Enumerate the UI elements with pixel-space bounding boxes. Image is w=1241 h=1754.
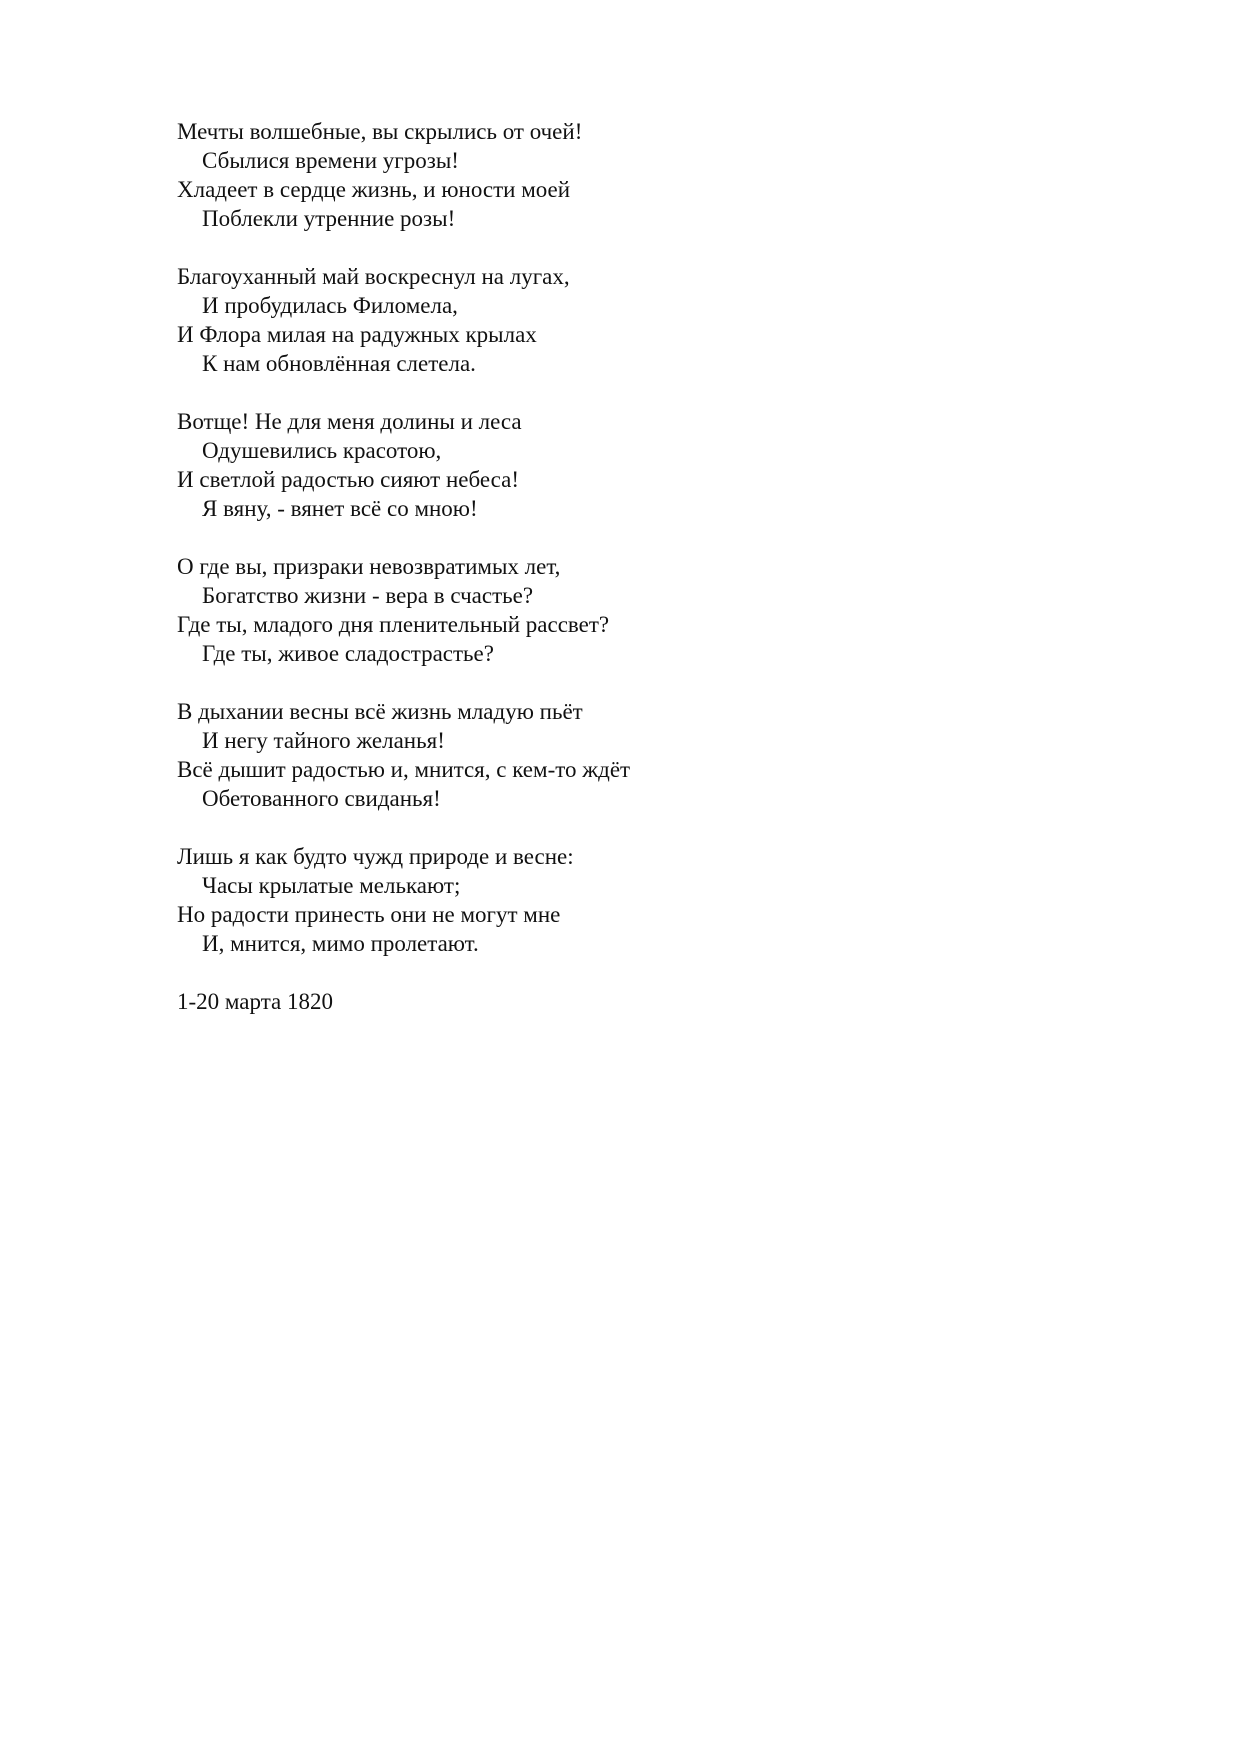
stanza-4	[177, 552, 1077, 668]
stanza-1	[177, 117, 1077, 233]
poem-line: Богатство жизни - вера в счастье?	[202, 583, 534, 608]
poem-line: И негу тайного желанья!	[202, 728, 445, 753]
poem-line: Хладеет в сердце жизнь, и юности моей	[177, 177, 571, 202]
poem-line: И светлой радостью сияют небеса!	[177, 467, 520, 492]
stanza-6	[177, 842, 1077, 958]
stanza-3	[177, 407, 1077, 523]
stanza-2	[177, 262, 1077, 378]
poem-body	[177, 117, 1077, 1016]
poem-line: Часы крылатые мелькают;	[202, 873, 461, 898]
poem-line: Где ты, живое сладострастье?	[202, 641, 494, 666]
poem-line: Где ты, младого дня пленительный рассвет?	[177, 612, 610, 637]
poem-line: Вотще! Не для меня долины и леса	[177, 409, 522, 434]
poem-date: 1-20 марта 1820	[177, 989, 334, 1014]
poem-line: О где вы, призраки невозвратимых лет,	[177, 554, 561, 579]
poem-line: Обетованного свиданья!	[202, 786, 441, 811]
poem-line: Я вяну, - вянет всё со мною!	[202, 496, 478, 521]
poem-line: Поблекли утренние розы!	[202, 206, 456, 231]
poem-line: И, мнится, мимо пролетают.	[202, 931, 479, 956]
poem-line: К нам обновлённая слетела.	[202, 351, 476, 376]
poem-line: Благоуханный май воскреснул на лугах,	[177, 264, 570, 289]
poem-line: В дыхании весны всё жизнь младую пьёт	[177, 699, 583, 724]
stanza-5	[177, 697, 1077, 813]
poem-line: И пробудилась Филомела,	[202, 293, 458, 318]
poem-line: Мечты волшебные, вы скрылись от очей!	[177, 119, 583, 144]
poem-line: Всё дышит радостью и, мнится, с кем-то ждёт	[177, 757, 631, 782]
poem-line: Но радости принесть они не могут мне	[177, 902, 561, 927]
poem-line: И Флора милая на радужных крылах	[177, 322, 537, 347]
poem-line: Одушевились красотою,	[202, 438, 442, 463]
poem-line: Сбылися времени угрозы!	[202, 148, 459, 173]
poem-line: Лишь я как будто чужд природе и весне:	[177, 844, 574, 869]
